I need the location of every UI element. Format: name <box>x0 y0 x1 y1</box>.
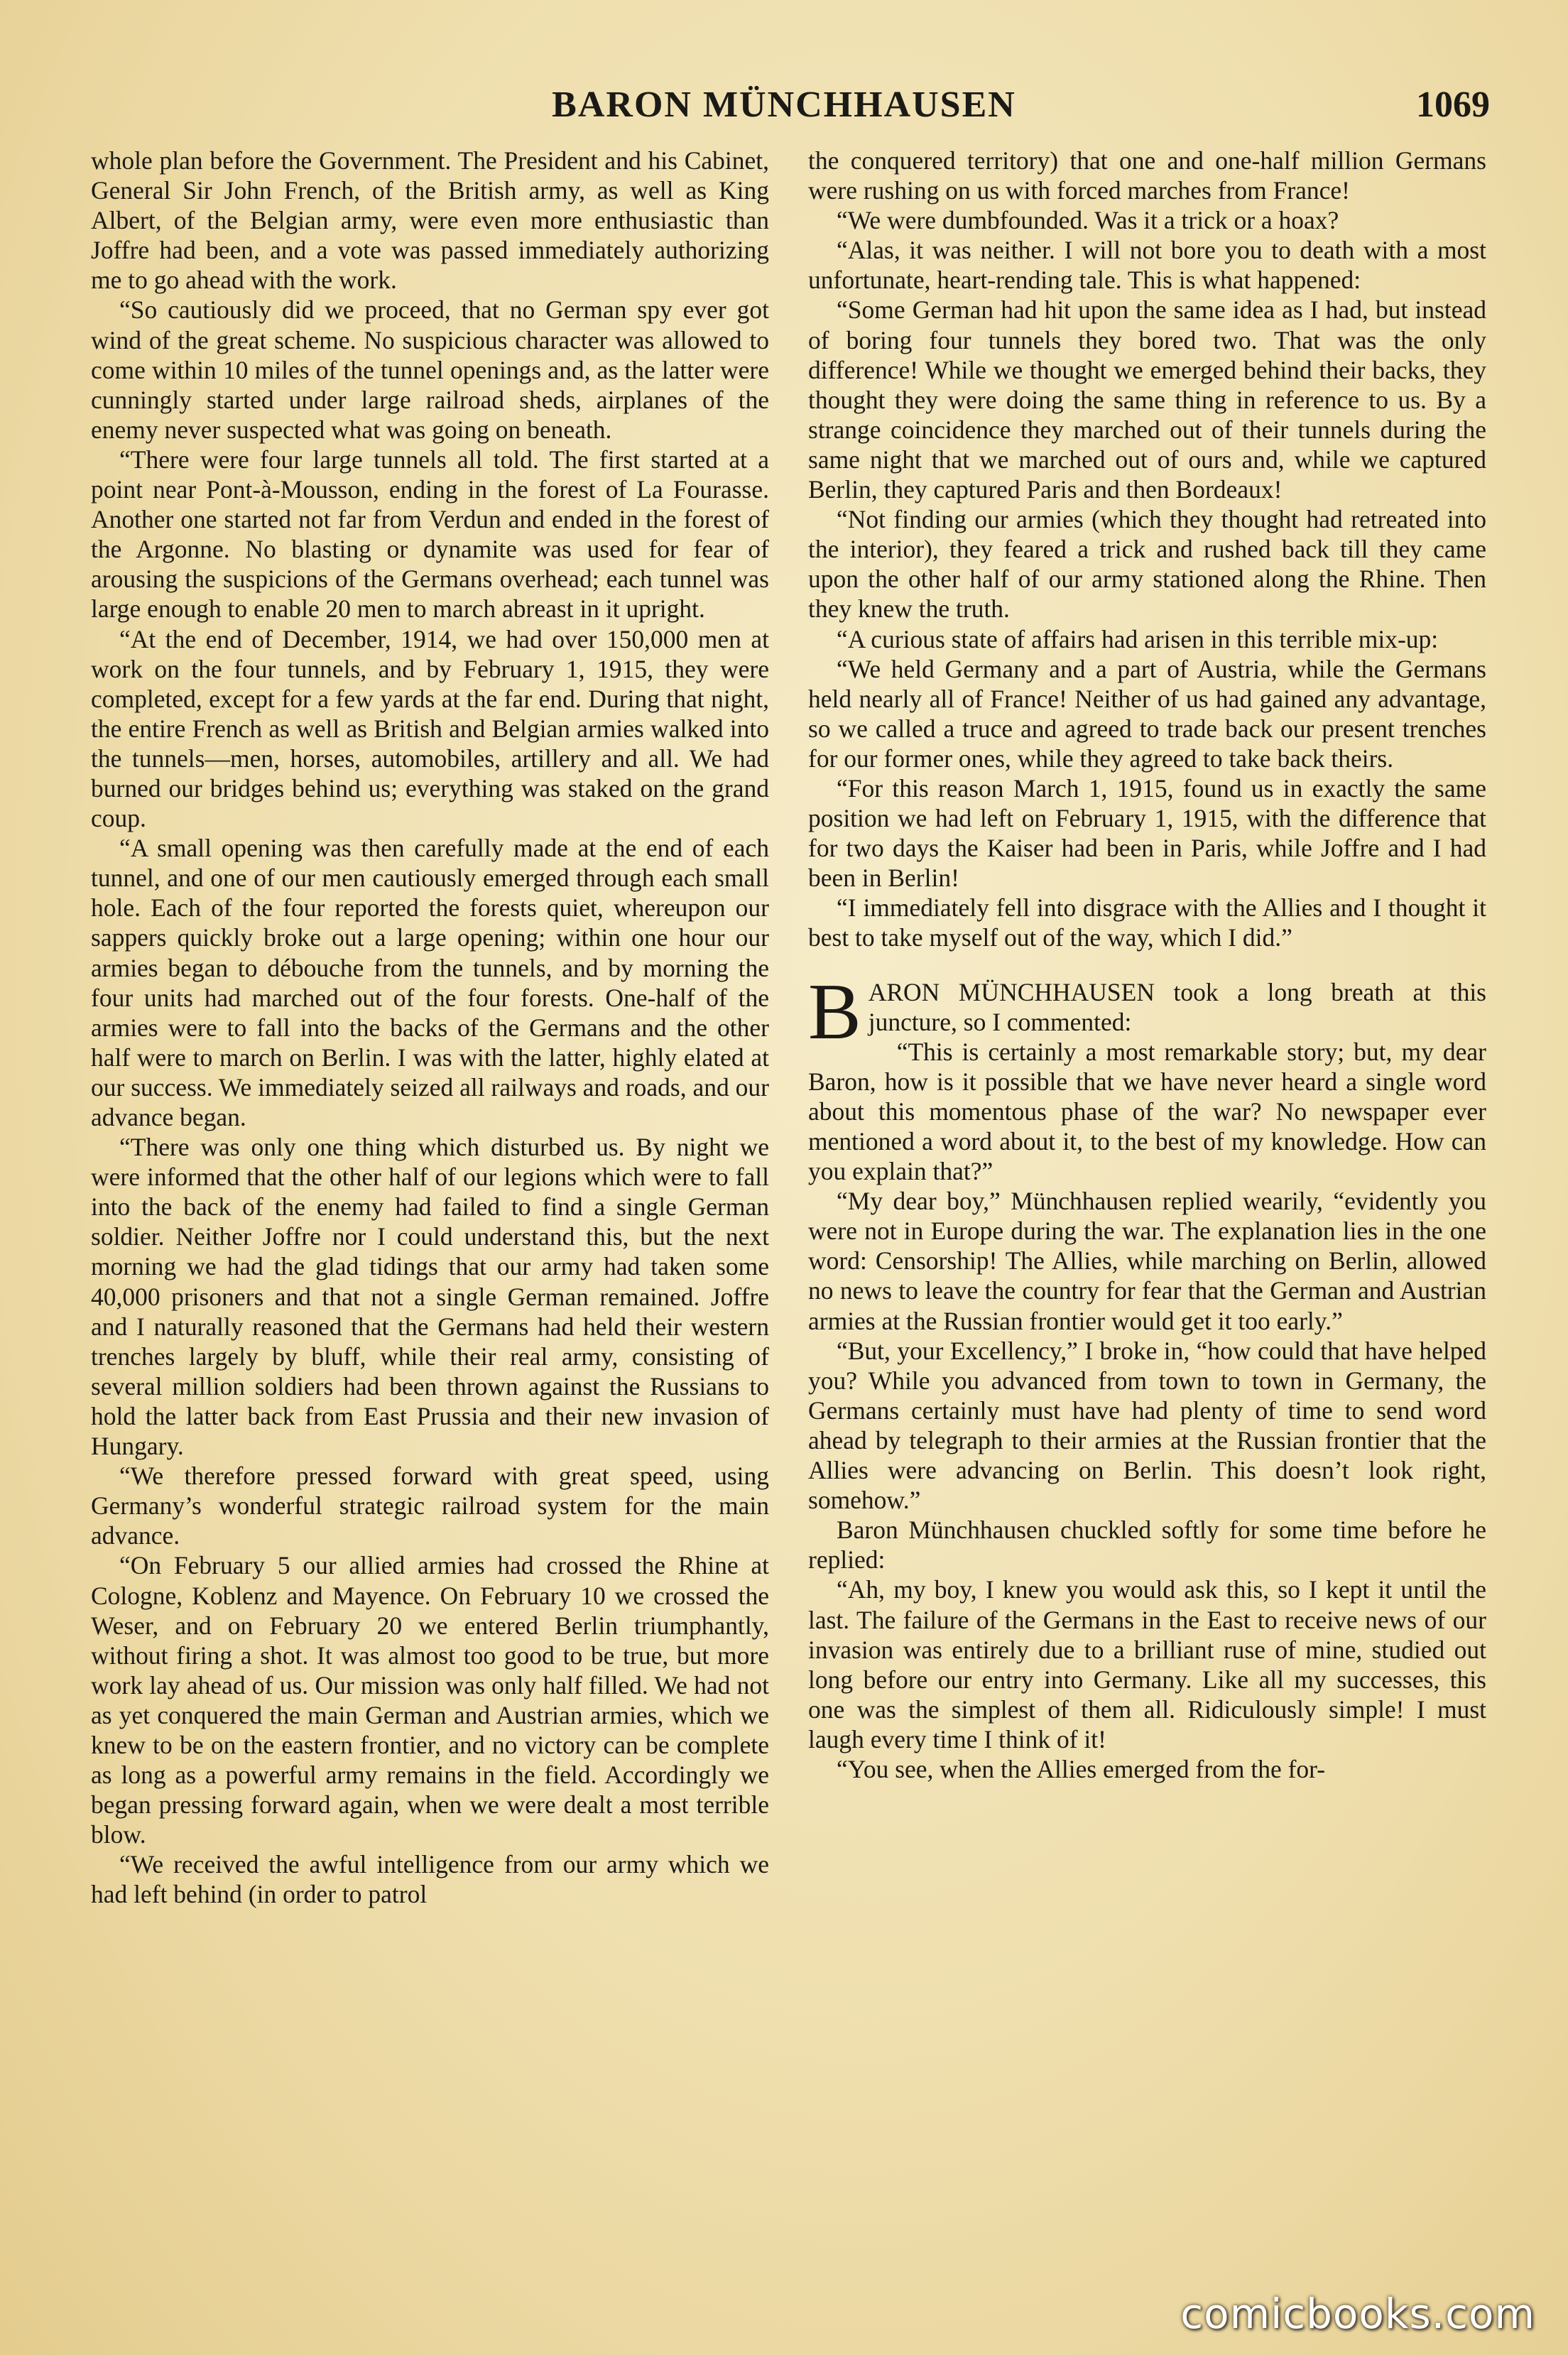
paragraph-text: “A curious state of affairs had arisen in this terrible mix-up: <box>837 624 1439 653</box>
paragraph-text: “But, your Excellency,” I broke in, “how could that have helped you? While you advanced from town to town in Germany, the Germans certainly must have had plenty of time to send word ahead by telegraph to their armies at the Russian frontier that the Allies were advancing on Berlin. This doesn’t look right, somehow.” <box>808 1336 1486 1515</box>
paragraph-text: “Alas, it was neither. I will not bore you to death with a most unfortunate, heart-rending tale. This is what happened: <box>808 236 1486 295</box>
watermark-logo: comicbooks.com <box>1180 2290 1535 2338</box>
paragraph <box>808 654 1486 773</box>
paragraph-text: “I immediately fell into disgrace with the Allies and I thought it best to take myself out of the way, which I did.” <box>808 893 1486 952</box>
paragraph-text: “There was only one thing which disturbed us. By night we were informed that the other half of our legions which were to fall into the back of the enemy had failed to find a single German soldier. Neither Joffre nor I could understand this, but the next morning we had the glad tidings that our army had taken some 40,000 prisoners and that not a single German remained. Joffre and I naturally reasoned that the Germans had held their western trenches largely by bluff, while their real army, consisting of several million soldiers had been thrown against the Russians to hold the latter back from East Prussia and their new invasion of Hungary. <box>91 1133 769 1461</box>
paragraph-text: “You see, when the Allies emerged from the for- <box>837 1754 1326 1783</box>
paragraph <box>808 624 1486 654</box>
paragraph-text: “This is certainly a most remarkable story; but, my dear Baron, how is it possible that we have never heard a single word about this momentous phase of the war? No newspaper ever mentioned a word about it, to the best of my knowledge. How can you explain that?” <box>808 1037 1486 1186</box>
paragraph <box>91 833 769 1132</box>
paragraph <box>91 624 769 834</box>
paragraph <box>808 893 1486 952</box>
paragraph-text: “Some German had hit upon the same idea as I had, but instead of boring four tunnels they bored two. That was the only difference! While we thought we emerged behind their backs, they thought they were doing the same thing in reference to us. By a strange coincidence they marched out of their tunnels during the same night that we marched out of ours and, while we captured Berlin, they captured Paris and then Bordeaux! <box>808 295 1486 504</box>
paragraph <box>91 445 769 624</box>
paragraph <box>808 1186 1486 1335</box>
paragraph <box>808 1515 1486 1574</box>
paragraph-text: “So cautiously did we proceed, that no German spy ever got wind of the great scheme. No suspicious character was allowed to come within 10 miles of the tunnel openings and, as the latter were cunningly started under large railroad sheds, airplanes of the enemy never suspected what was going on beneath. <box>91 295 769 444</box>
paragraph <box>91 1550 769 1849</box>
paragraph <box>91 1849 769 1909</box>
paragraph <box>808 1754 1486 1784</box>
paragraph <box>808 967 1486 1056</box>
paragraph-text: the conquered territory) that one and one-half million Germans were rushing on us with forced marches from France! <box>808 146 1486 205</box>
paragraph-text: “We held Germany and a part of Austria, while the Germans held nearly all of France! Neither of us had gained any advantage, so we called a truce and agreed to trade back our present trenches for our former ones, while they agreed to take back theirs. <box>808 654 1486 773</box>
paragraph-text: “On February 5 our allied armies had crossed the Rhine at Cologne, Koblenz and Mayence. On February 10 we crossed the Weser, and on February 20 we entered Berlin triumphantly, without firing a shot. It was almost too good to be true, but more work lay ahead of us. Our mission was only half filled. We had not as yet conquered the main German and Austrian armies, which we knew to be on the eastern frontier, and no victory can be complete as long as a powerful army remains in the field. Accordingly we began pressing forward again, when we were dealt a most terrible blow. <box>91 1551 769 1849</box>
paragraph <box>808 205 1486 235</box>
paragraph <box>808 504 1486 624</box>
paragraph-text: “We therefore pressed forward with great speed, using Germany’s wonderful strategic railroad system for the main advance. <box>91 1462 769 1550</box>
paragraph-text: “My dear boy,” Münchhausen replied wearily, “evidently you were not in Europe during the war. The explanation lies in the one word: Censorship! The Allies, while marching on Berlin, allowed no news to leave the country for fear that the German and Austrian armies at the Russian frontier would get it too early.” <box>808 1187 1486 1335</box>
paragraph <box>91 295 769 444</box>
paragraph <box>91 1461 769 1550</box>
text-column-right <box>808 146 1486 1784</box>
paragraph-text: “For this reason March 1, 1915, found us in exactly the same position we had left on February 1, 1915, with the difference that for two days the Kaiser had been in Paris, while Joffre and I had been in Berlin! <box>808 773 1486 893</box>
paragraph <box>91 146 769 295</box>
drop-cap: B <box>808 967 861 1056</box>
paragraph <box>808 295 1486 504</box>
paragraph-text: “At the end of December, 1914, we had over 150,000 men at work on the four tunnels, and by February 1, 1915, they were completed, except for a few yards at the far end. During that night, the entire French as well as British and Belgian armies walked into the tunnels—men, horses, automobiles, artillery and all. We had burned our bridges behind us; everything was staked on the grand coup. <box>91 624 769 833</box>
paragraph-text: “There were four large tunnels all told. The first started at a point near Pont-à-Mousson, ending in the forest of La Fourasse. Another one started not far from Verdun and ended in the forest of the Argonne. No blasting or dynamite was used for fear of arousing the suspicions of the Germans overhead; each tunnel was large enough to enable 20 men to march abreast in it upright. <box>91 445 769 624</box>
paragraph <box>808 146 1486 205</box>
paragraph-text: Baron Münchhausen chuckled softly for some time before he replied: <box>808 1516 1486 1574</box>
paragraph-text: “We were dumbfounded. Was it a trick or a hoax? <box>837 206 1339 235</box>
paragraph-text: ARON MÜNCHHAUSEN took a long breath at this juncture, so I commented: <box>868 977 1486 1036</box>
text-column-left <box>91 146 769 1910</box>
paragraph <box>808 1574 1486 1754</box>
paragraph-text: “A small opening was then carefully made at the end of each tunnel, and one of our men cautiously emerged through each small hole. Each of the four reported the forests quiet, whereupon our sappers quickly broke out a large opening; within one hour our armies began to débouche from the tunnels, and by morning the four units had marched out of the four forests. One-half of the armies were to fall into the backs of the Germans and the other half were to march on Berlin. I was with the latter, highly elated at our success. We immediately seized all railways and roads, and our advance began. <box>91 834 769 1131</box>
page-number: 1069 <box>1416 85 1490 125</box>
running-header-title: BARON MÜNCHHAUSEN <box>552 85 1016 125</box>
paragraph <box>808 1336 1486 1516</box>
paragraph <box>91 1132 769 1461</box>
paragraph-text: “Ah, my boy, I knew you would ask this, so I kept it until the last. The failure of the Germans in the East to receive news of our invasion was entirely due to a brilliant ruse of mine, studied out long before our entry into Germany. Like all my successes, this one was the simplest of them all. Ridiculously simple! I must laugh every time I think of it! <box>808 1575 1486 1753</box>
paragraph-text: “We received the awful intelligence from our army which we had left behind (in order to patrol <box>91 1850 769 1909</box>
paragraph <box>808 1037 1486 1186</box>
paragraph-text: whole plan before the Government. The President and his Cabinet, General Sir John French, of the British army, as well as King Albert, of the Belgian army, were even more enthusiastic than Joffre had been, and a vote was passed immediately authorizing me to go ahead with the work. <box>91 146 769 295</box>
paragraph <box>808 773 1486 893</box>
paragraph <box>808 235 1486 295</box>
paragraph-text: “Not finding our armies (which they thought had retreated into the interior), they feared a trick and rushed back till they came upon the other half of our army stationed along the Rhine. Then they knew the truth. <box>808 505 1486 624</box>
